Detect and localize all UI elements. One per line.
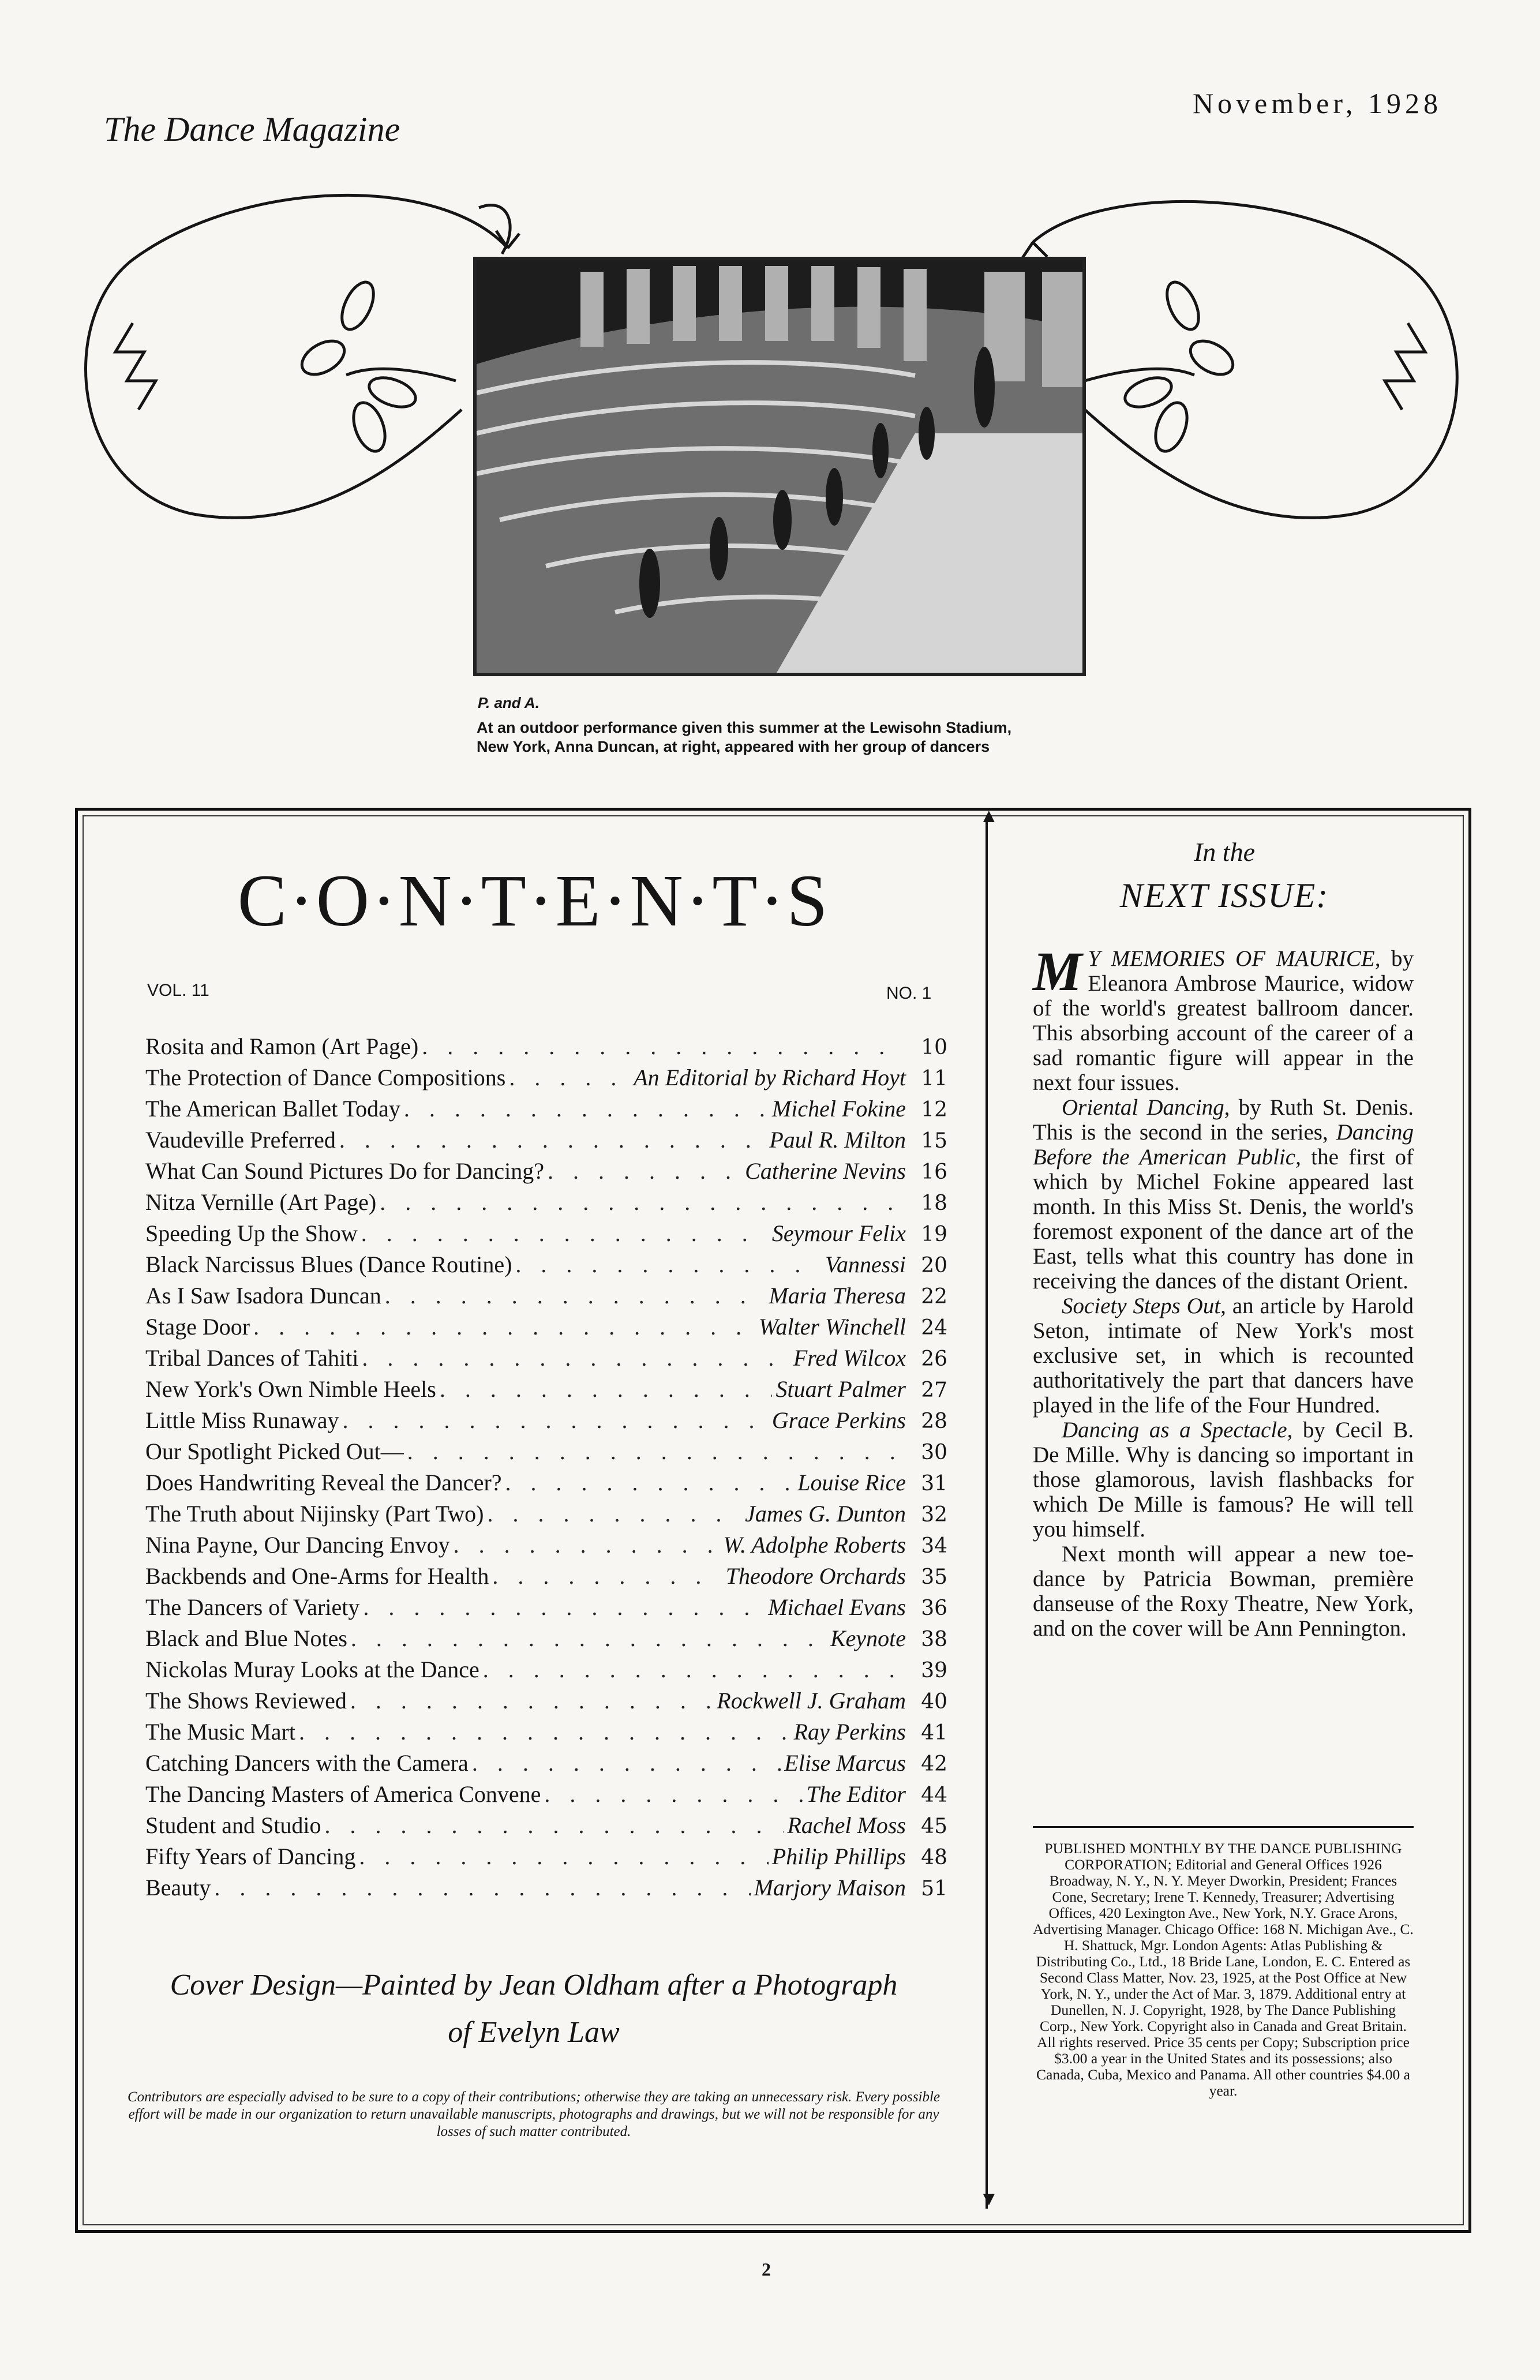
toc-leader-dots (509, 1064, 630, 1091)
feature-desc: by Ruth St. Denis. This is the second in the series, (1033, 1095, 1414, 1145)
toc-page-number: 30 (921, 1441, 947, 1464)
toc-leader-dots (343, 1407, 769, 1434)
feature-title: Oriental Dancing, (1062, 1095, 1230, 1120)
toc-author: Maria Theresa (769, 1283, 906, 1309)
toc-row (145, 1718, 947, 1749)
photo-caption (477, 718, 1082, 756)
toc-page-number: 51 (921, 1877, 947, 1901)
toc-title: Tribal Dances of Tahiti (145, 1345, 359, 1371)
toc-title: Stage Door (145, 1314, 250, 1340)
toc-title: Fifty Years of Dancing (145, 1843, 356, 1869)
toc-title: Catching Dancers with the Camera (145, 1750, 469, 1776)
toc-row (145, 1064, 947, 1095)
magazine-title: The Dance Magazine (104, 110, 400, 148)
next-issue-paragraph (1033, 1418, 1414, 1542)
toc-page-number: 26 (921, 1347, 947, 1371)
toc-author: An Editorial by Richard Hoyt (634, 1065, 906, 1090)
toc-author: Rockwell J. Graham (717, 1688, 906, 1714)
toc-row (145, 1033, 947, 1064)
toc-leader-dots (440, 1375, 773, 1403)
toc-leader-dots (363, 1594, 765, 1621)
cover-credit-line: Cover Design—Painted by Jean Oldham after a Photograph (170, 1969, 898, 2002)
toc-title: Backbends and One-Arms for Health (145, 1563, 489, 1589)
toc-title: The Dancers of Variety (145, 1594, 360, 1620)
feature-title: Dancing as a Spectacle, (1062, 1418, 1293, 1442)
toc-title: Speeding Up the Show (145, 1220, 358, 1246)
caption-line: New York, Anna Duncan, at right, appeared with her group of dancers (477, 738, 990, 755)
drop-cap: M (1033, 940, 1082, 1002)
toc-title: The Dancing Masters of America Convene (145, 1781, 541, 1807)
toc-row (145, 1282, 947, 1313)
toc-row (145, 1407, 947, 1438)
toc-row (145, 1313, 947, 1344)
toc-page-number: 36 (921, 1596, 947, 1620)
toc-page-number: 32 (921, 1503, 947, 1527)
toc-row (145, 1251, 947, 1282)
toc-author: Walter Winchell (758, 1314, 906, 1340)
toc-leader-dots (359, 1843, 768, 1870)
toc-page-number: 35 (921, 1565, 947, 1589)
toc-row (145, 1095, 947, 1126)
next-issue-paragraph: Next month will appear a new toe-dance by Patricia Bowman, première danseuse of the Roxy Theatre, New York, and on the cover will be Ann Pennington. (1033, 1542, 1414, 1641)
toc-row (145, 1656, 947, 1687)
toc-leader-dots (350, 1687, 713, 1714)
toc-author: Stuart Palmer (775, 1376, 906, 1402)
feature-desc: by Eleanora Ambrose Maurice, widow of the world's greatest ballroom dancer. This absorbing account of the career of a sad romantic figure will appear in the next four issues. (1033, 946, 1414, 1095)
toc-author: Michel Fokine (771, 1096, 906, 1122)
toc-title: As I Saw Isadora Duncan (145, 1283, 381, 1309)
table-of-contents (145, 1033, 947, 1905)
toc-leader-dots (362, 1344, 790, 1371)
toc-title: Our Spotlight Picked Out— (145, 1438, 404, 1464)
toc-leader-dots (407, 1438, 902, 1465)
toc-page-number: 45 (921, 1815, 947, 1838)
toc-page-number: 15 (921, 1129, 947, 1153)
publisher-rule (1033, 1826, 1414, 1828)
contents-heading: C·O·N·T·E·N·T·S (237, 860, 830, 942)
toc-leader-dots (472, 1749, 781, 1776)
contributors-note: Contributors are especially advised to be sure to a copy of their contributions; otherwise they are taking an unnecessary risk. Every possible effort will be made in our organization to return unavailable manuscripts, photographs and drawings, but we will not be responsible for any losses of such matter contributed. (127, 2089, 941, 2139)
toc-row (145, 1189, 947, 1220)
caption-line: At an outdoor performance given this summer at the Lewisohn Stadium, (477, 719, 1012, 736)
issue-number: NO. 1 (886, 984, 932, 1003)
toc-row (145, 1220, 947, 1251)
toc-title: The Shows Reviewed (145, 1688, 347, 1714)
toc-row (145, 1375, 947, 1407)
toc-author: Theodore Orchards (725, 1563, 906, 1589)
toc-row (145, 1438, 947, 1469)
toc-page-number: 10 (921, 1036, 947, 1059)
toc-leader-dots (454, 1531, 720, 1558)
next-issue-paragraph (1033, 1294, 1414, 1418)
toc-page-number: 40 (921, 1690, 947, 1714)
toc-page-number: 48 (921, 1846, 947, 1869)
toc-author: Marjory Maison (754, 1875, 906, 1901)
toc-title: The Music Mart (145, 1719, 295, 1745)
toc-title: New York's Own Nimble Heels (145, 1376, 436, 1402)
toc-row (145, 1874, 947, 1905)
toc-page-number: 22 (921, 1285, 947, 1309)
toc-row (145, 1531, 947, 1562)
toc-leader-dots (487, 1500, 741, 1527)
toc-page-number: 16 (921, 1160, 947, 1184)
toc-author: Catherine Nevins (745, 1158, 906, 1184)
photo-credit: P. and A. (478, 694, 539, 711)
toc-title: What Can Sound Pictures Do for Dancing? (145, 1158, 544, 1184)
toc-row (145, 1781, 947, 1812)
feature-title: Society Steps Out, (1062, 1294, 1226, 1318)
toc-leader-dots (505, 1469, 795, 1496)
toc-title: Black and Blue Notes (145, 1625, 347, 1651)
feature-desc: the first of which by Michel Fokine appeared last month. In this Miss St. Denis, the world's foremost exponent of the dance art of the East, tells what this country has done in receiving the dances of the distant Orient. (1033, 1145, 1414, 1294)
toc-leader-dots (299, 1718, 790, 1745)
toc-author: Paul R. Milton (769, 1127, 906, 1153)
toc-row (145, 1157, 947, 1189)
cover-credit-line: of Evelyn Law (448, 2016, 620, 2049)
next-issue-intro: In the (1193, 837, 1255, 867)
toc-page-number: 12 (921, 1098, 947, 1122)
toc-author: Fred Wilcox (793, 1345, 906, 1371)
toc-title: The Protection of Dance Compositions (145, 1065, 506, 1090)
stadium-photo-illustration (477, 260, 1082, 673)
feature-title: Y MEMORIES OF MAURICE, (1088, 946, 1381, 971)
toc-page-number: 27 (921, 1378, 947, 1402)
toc-page-number: 44 (921, 1783, 947, 1807)
toc-page-number: 42 (921, 1752, 947, 1776)
toc-title: Nickolas Muray Looks at the Dance (145, 1656, 479, 1682)
toc-title: Beauty (145, 1875, 211, 1901)
toc-row (145, 1562, 947, 1594)
toc-page-number: 11 (921, 1067, 947, 1090)
volume-number: VOL. 11 (147, 981, 209, 1000)
toc-leader-dots (380, 1189, 902, 1216)
issue-date: November, 1928 (1192, 87, 1442, 119)
toc-page-number: 41 (921, 1721, 947, 1745)
toc-title: Student and Studio (145, 1812, 321, 1838)
toc-page-number: 19 (921, 1223, 947, 1246)
toc-author: Keynote (830, 1625, 906, 1651)
toc-author: James G. Dunton (745, 1501, 906, 1527)
toc-author: Grace Perkins (771, 1407, 906, 1433)
arrow-down-icon: ▼ (979, 2188, 999, 2210)
toc-author: Rachel Moss (787, 1812, 906, 1838)
toc-row (145, 1625, 947, 1656)
toc-page-number: 28 (921, 1410, 947, 1433)
feature-desc: an article by Harold Seton, intimate of New York's most exclusive set, in which is recounted authoritatively the part that dancers have played in the life of the Four Hundred. (1033, 1294, 1414, 1418)
next-issue-text (1033, 940, 1414, 1641)
next-issue-paragraph (1033, 940, 1414, 1095)
toc-author: Michael Evans (768, 1594, 906, 1620)
toc-row (145, 1344, 947, 1375)
toc-title: Nina Payne, Our Dancing Envoy (145, 1532, 450, 1558)
toc-title: Vaudeville Preferred (145, 1127, 336, 1153)
next-issue-paragraph (1033, 1095, 1414, 1294)
toc-title: The Truth about Nijinsky (Part Two) (145, 1501, 484, 1527)
toc-author: Vannessi (825, 1251, 906, 1277)
stadium-photograph (473, 257, 1086, 676)
toc-page-number: 38 (921, 1628, 947, 1651)
toc-row (145, 1469, 947, 1500)
toc-leader-dots (324, 1812, 784, 1839)
toc-leader-dots (351, 1625, 827, 1652)
toc-leader-dots (422, 1033, 902, 1060)
publisher-info: PUBLISHED MONTHLY BY THE DANCE PUBLISHING CORPORATION; Editorial and General Offices 1926 Broadway, N. Y., N. Y. Meyer Dworkin, President; Frances Cone, Secretary; Irene T. Kennedy, Treasurer; Advertising Offices, 420 Lexington Ave., New York, N.Y. Grace Arons, Advertising Manager. Chicago Office: 168 N. Michigan Ave., C. H. Shattuck, Mgr. London Agents: Atlas Publishing & Distributing Co., Ltd., 18 Bride Lane, London, E. C. Entered as Second Class Matter, Nov. 23, 1925, at the Post Office at New York, N. Y., under the Act of Mar. 3, 1879. Additional entry at Dunellen, N. J. Copyright, 1928, by The Dance Publishing Corp., New York. Copyright also in Canada and Great Britain. All rights reserved. Price 35 cents per Copy; Subscription price $3.00 a year in the United States and its possessions; also Canada, Cuba, Mexico and Panama. All other countries $4.00 a year. (1033, 1840, 1414, 2099)
toc-leader-dots (339, 1126, 766, 1153)
toc-author: Seymour Felix (771, 1220, 906, 1246)
toc-page-number: 24 (921, 1316, 947, 1340)
toc-page-number: 18 (921, 1191, 947, 1215)
toc-row (145, 1812, 947, 1843)
toc-leader-dots (483, 1656, 902, 1683)
toc-row (145, 1749, 947, 1781)
next-issue-heading: NEXT ISSUE: (1119, 876, 1329, 914)
toc-leader-dots (385, 1282, 766, 1309)
toc-leader-dots (548, 1157, 741, 1185)
toc-author: Philip Phillips (771, 1843, 906, 1869)
toc-row (145, 1500, 947, 1531)
toc-page-number: 31 (921, 1472, 947, 1496)
toc-author: Elise Marcus (784, 1750, 906, 1776)
cover-credit (110, 1962, 958, 2056)
toc-title: Does Handwriting Reveal the Dancer? (145, 1470, 502, 1496)
toc-title: Little Miss Runaway (145, 1407, 339, 1433)
toc-row (145, 1843, 947, 1874)
toc-author: Ray Perkins (793, 1719, 906, 1745)
toc-author: The Editor (806, 1781, 906, 1807)
feature-desc: by Cecil B. De Mille. Why is dancing so important in those glamorous, lavish flashbacks for which De Mille is famous? He will tell you himself. (1033, 1418, 1414, 1542)
toc-leader-dots (214, 1874, 750, 1901)
toc-leader-dots (515, 1251, 822, 1278)
toc-author: W. Adolphe Roberts (723, 1532, 906, 1558)
series-title: Dancing Before the American Public, (1033, 1120, 1414, 1170)
toc-title: The American Ballet Today (145, 1096, 400, 1122)
toc-page-number: 34 (921, 1534, 947, 1558)
toc-title: Nitza Vernille (Art Page) (145, 1189, 377, 1215)
toc-author: Louise Rice (797, 1470, 906, 1496)
toc-row (145, 1687, 947, 1718)
toc-leader-dots (404, 1095, 769, 1122)
toc-leader-dots (492, 1562, 722, 1590)
toc-row (145, 1126, 947, 1157)
toc-page-number: 39 (921, 1659, 947, 1682)
toc-title: Rosita and Ramon (Art Page) (145, 1033, 419, 1059)
toc-row (145, 1594, 947, 1625)
column-divider (986, 818, 988, 2209)
toc-title: Black Narcissus Blues (Dance Routine) (145, 1251, 512, 1277)
toc-leader-dots (361, 1220, 769, 1247)
toc-page-number: 20 (921, 1254, 947, 1277)
arrow-up-icon: ▲ (979, 805, 999, 827)
toc-leader-dots (544, 1781, 803, 1808)
page-number: 2 (762, 2259, 771, 2280)
toc-leader-dots (253, 1313, 755, 1340)
